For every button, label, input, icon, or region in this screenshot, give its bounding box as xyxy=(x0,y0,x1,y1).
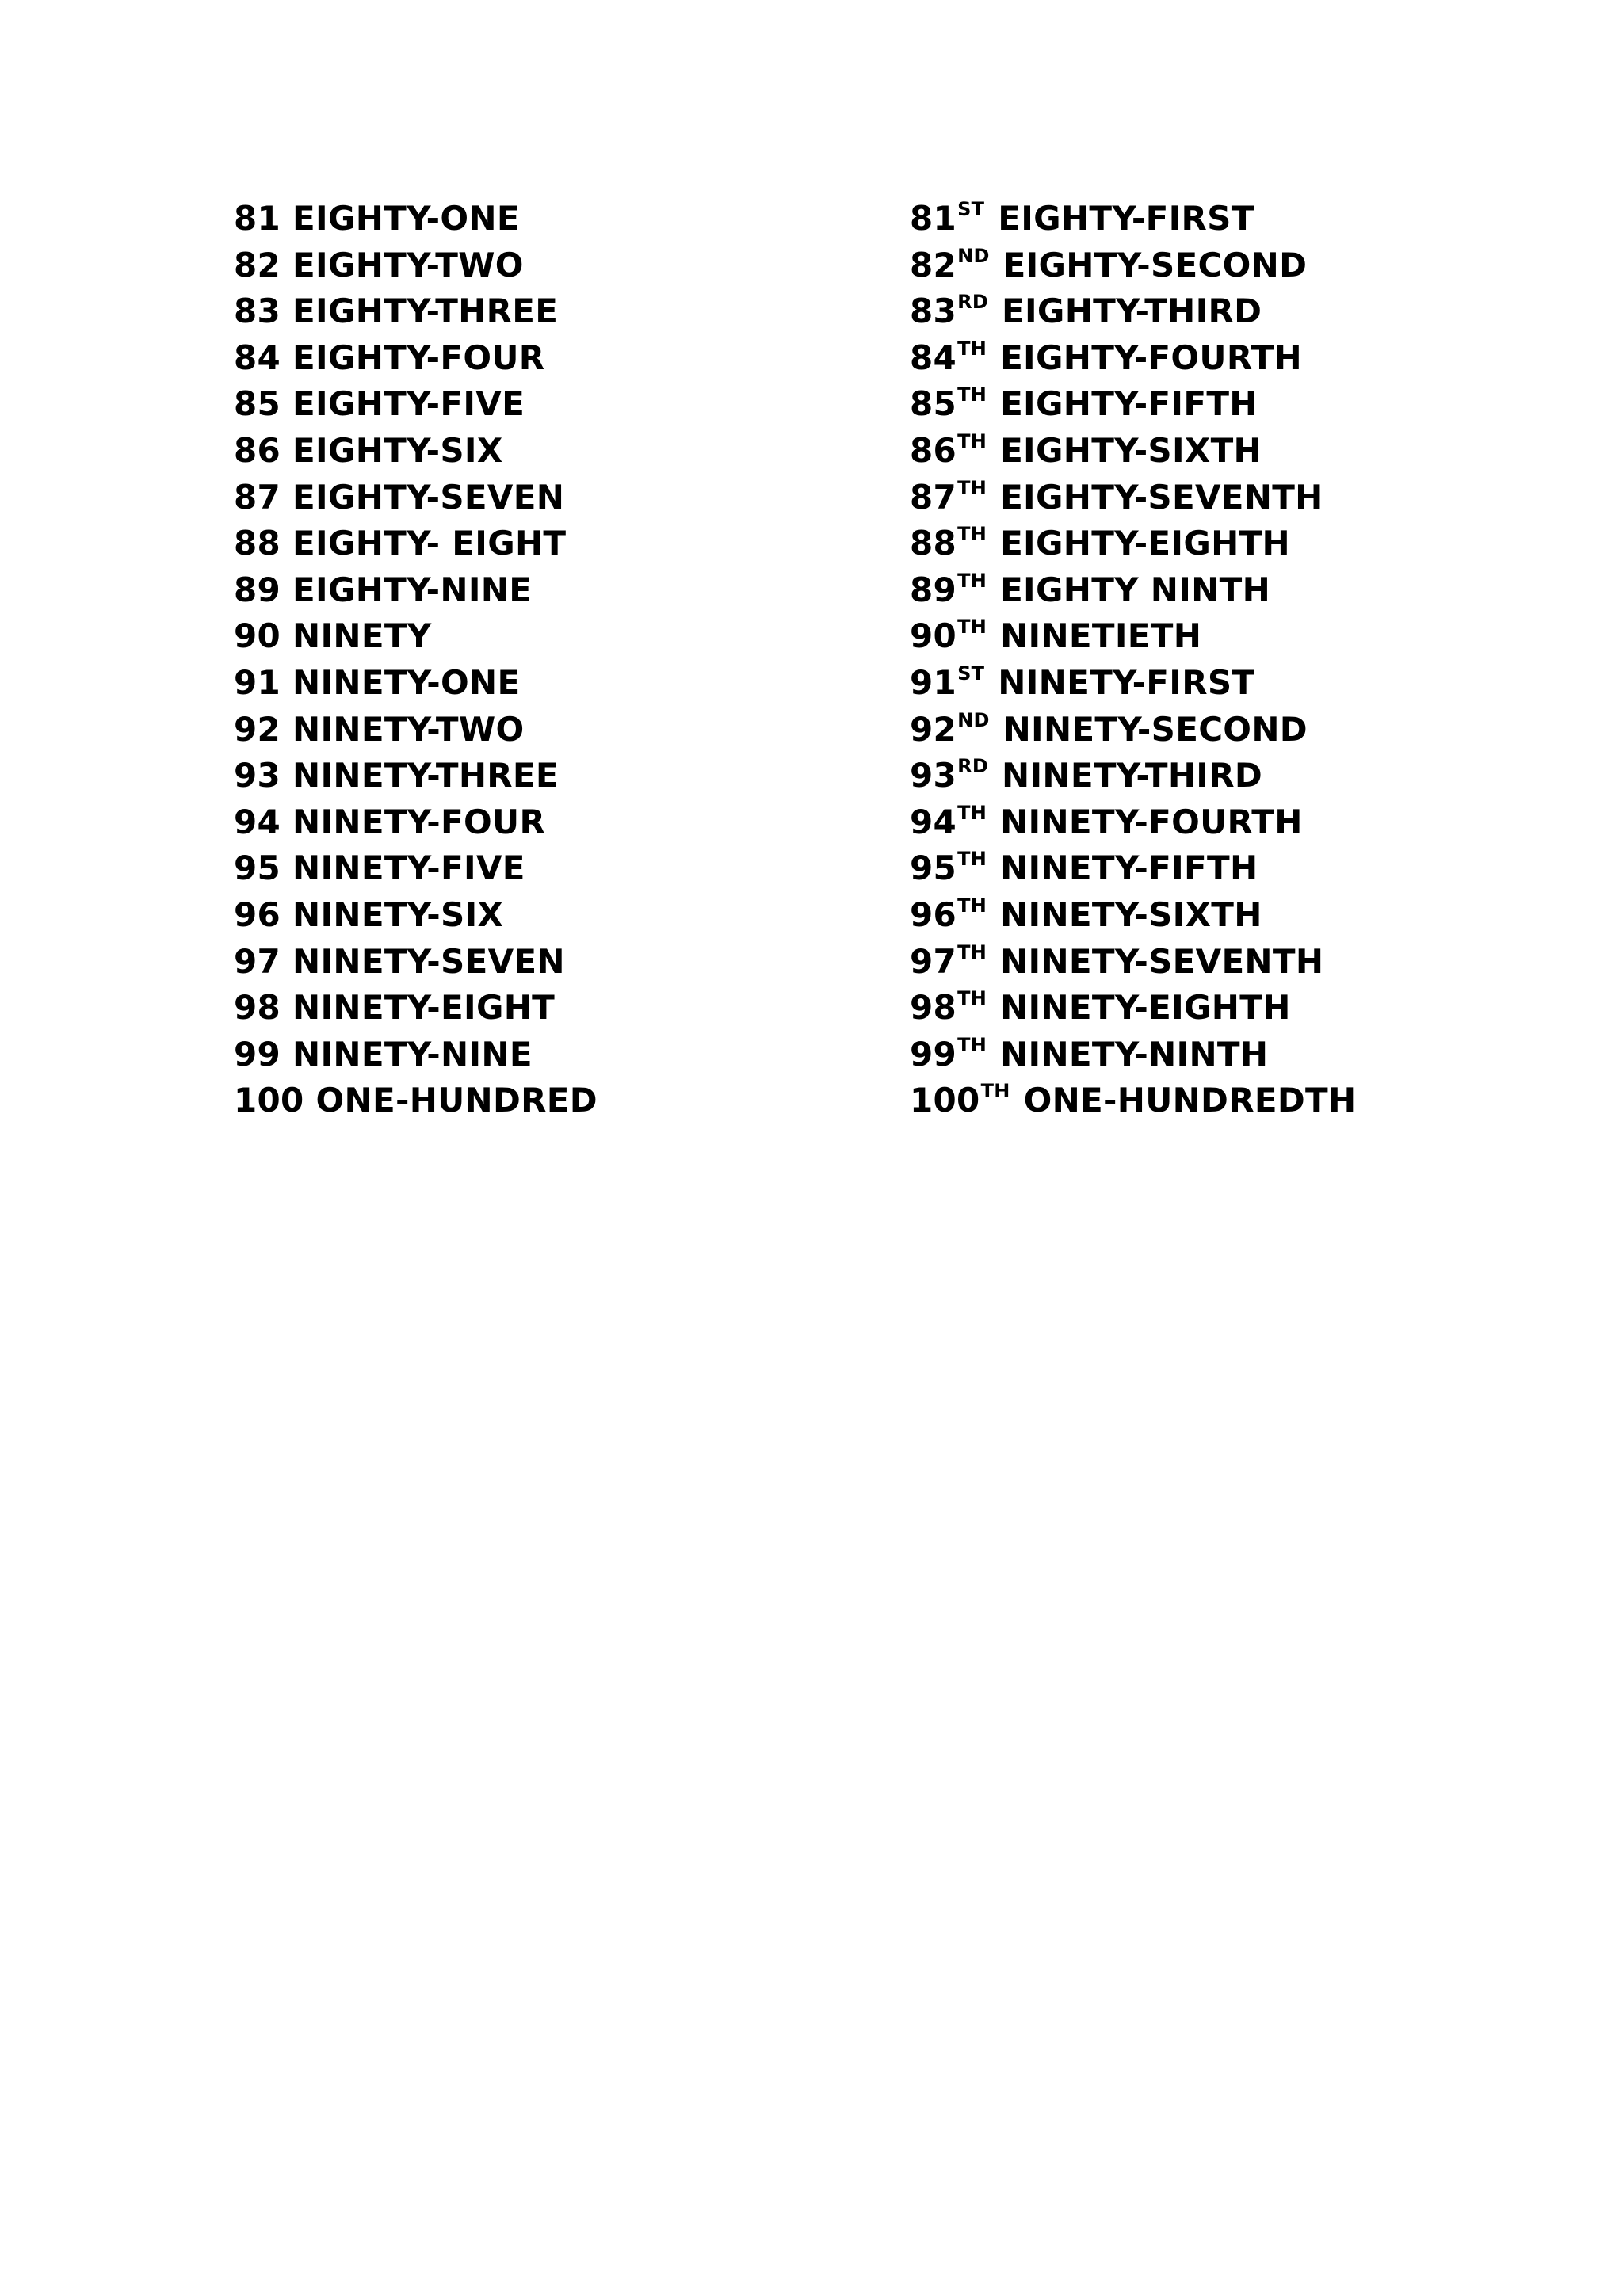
cardinal-row xyxy=(234,567,884,614)
cardinal-word: EIGHTY- EIGHT xyxy=(292,524,567,563)
ordinal-row xyxy=(910,660,1512,707)
ordinal-number: 81 xyxy=(910,199,957,238)
ordinal-suffix: RD xyxy=(957,755,989,778)
ordinal-suffix: TH xyxy=(957,429,987,452)
ordinal-suffix: TH xyxy=(957,616,987,639)
ordinal-suffix: ST xyxy=(957,662,985,685)
ordinal-suffix: TH xyxy=(957,848,987,871)
ordinal-number: 90 xyxy=(910,616,957,656)
cardinal-number: 94 xyxy=(234,802,281,841)
cardinal-row xyxy=(234,335,884,382)
cardinal-word: NINETY-NINE xyxy=(292,1034,533,1074)
cardinal-number: 88 xyxy=(234,524,281,563)
cardinal-number: 92 xyxy=(234,709,281,749)
ordinal-row xyxy=(910,288,1512,335)
cardinal-row xyxy=(234,985,884,1032)
cardinal-row xyxy=(234,799,884,846)
cardinal-word: NINETY-THREE xyxy=(292,756,559,795)
ordinal-number: 94 xyxy=(910,802,957,841)
cardinal-number-list xyxy=(234,196,884,1124)
ordinal-number: 84 xyxy=(910,338,957,377)
cardinal-word: NINETY-FIVE xyxy=(292,849,525,888)
ordinal-number: 93 xyxy=(910,756,957,795)
ordinal-row xyxy=(910,381,1512,428)
ordinal-row xyxy=(910,985,1512,1032)
ordinal-number: 96 xyxy=(910,894,957,934)
ordinal-row xyxy=(910,845,1512,892)
ordinal-row xyxy=(910,892,1512,939)
cardinal-number: 83 xyxy=(234,292,281,331)
ordinal-number: 98 xyxy=(910,988,957,1028)
ordinal-word: NINETY-NINTH xyxy=(1000,1034,1269,1074)
ordinal-word: NINETY-THIRD xyxy=(1002,756,1263,795)
cardinal-row xyxy=(234,939,884,986)
cardinal-number: 99 xyxy=(234,1034,281,1074)
cardinal-word: NINETY-FOUR xyxy=(292,802,546,841)
cardinal-word: EIGHTY-TWO xyxy=(292,245,524,284)
ordinal-word: EIGHTY-FOURTH xyxy=(1000,338,1302,377)
cardinal-word: EIGHTY-THREE xyxy=(292,292,559,331)
ordinal-suffix: TH xyxy=(957,569,987,592)
ordinal-number: 91 xyxy=(910,662,957,702)
ordinal-number: 92 xyxy=(910,709,957,749)
ordinal-word: NINETY-FIFTH xyxy=(1000,849,1258,888)
cardinal-row xyxy=(234,892,884,939)
cardinal-row xyxy=(234,613,884,660)
cardinal-word: NINETY xyxy=(292,616,432,656)
cardinal-number: 89 xyxy=(234,570,281,609)
ordinal-row xyxy=(910,242,1512,289)
ordinal-suffix: TH xyxy=(957,940,987,963)
cardinal-number: 81 xyxy=(234,199,281,238)
ordinal-word: EIGHTY-FIFTH xyxy=(1000,384,1258,424)
cardinal-word: NINETY-SIX xyxy=(292,894,504,934)
ordinal-word: NINETY-SEVENTH xyxy=(1000,941,1324,981)
cardinal-row xyxy=(234,845,884,892)
cardinal-row xyxy=(234,660,884,707)
ordinal-number-list xyxy=(910,196,1512,1124)
cardinal-word: EIGHTY-SEVEN xyxy=(292,477,565,517)
cardinal-number: 93 xyxy=(234,756,281,795)
cardinal-word: EIGHTY-FOUR xyxy=(292,338,545,377)
ordinal-row xyxy=(910,335,1512,382)
cardinal-word: NINETY-TWO xyxy=(292,709,525,749)
ordinal-suffix: TH xyxy=(957,337,987,360)
ordinal-suffix: TH xyxy=(957,1033,987,1056)
ordinal-number: 100 xyxy=(910,1081,980,1120)
ordinal-row xyxy=(910,196,1512,242)
cardinal-row xyxy=(234,1077,884,1124)
cardinal-word: EIGHTY-ONE xyxy=(292,199,520,238)
ordinal-number: 87 xyxy=(910,477,957,517)
cardinal-word: EIGHTY-SIX xyxy=(292,430,503,470)
ordinal-suffix: ST xyxy=(957,198,985,220)
ordinal-word: NINETY-SIXTH xyxy=(1000,894,1262,934)
cardinal-word: EIGHTY-NINE xyxy=(292,570,533,609)
ordinal-number: 85 xyxy=(910,384,957,424)
ordinal-suffix: TH xyxy=(957,383,987,406)
ordinal-row xyxy=(910,428,1512,475)
ordinal-suffix: RD xyxy=(957,291,989,314)
cardinal-number: 85 xyxy=(234,384,281,424)
ordinal-word: EIGHTY-EIGHTH xyxy=(1000,524,1290,563)
ordinal-number: 86 xyxy=(910,430,957,470)
ordinal-word: NINETY-EIGHTH xyxy=(1000,988,1291,1028)
cardinal-number: 95 xyxy=(234,849,281,888)
ordinal-word: NINETIETH xyxy=(1000,616,1202,656)
ordinal-word: NINETY-FOURTH xyxy=(1000,802,1303,841)
ordinal-row xyxy=(910,567,1512,614)
ordinal-row xyxy=(910,1032,1512,1078)
cardinal-word: EIGHTY-FIVE xyxy=(292,384,525,424)
ordinal-row xyxy=(910,707,1512,753)
ordinal-row xyxy=(910,753,1512,799)
ordinal-suffix: TH xyxy=(957,987,987,1010)
ordinal-word: EIGHTY-SECOND xyxy=(1002,245,1308,284)
ordinal-number: 88 xyxy=(910,524,957,563)
ordinal-word: EIGHTY-SIXTH xyxy=(1000,430,1262,470)
ordinal-word: NINETY-SECOND xyxy=(1002,709,1308,749)
cardinal-number: 86 xyxy=(234,430,281,470)
ordinal-word: EIGHTY-FIRST xyxy=(998,199,1254,238)
ordinal-number: 89 xyxy=(910,570,957,609)
cardinal-number: 90 xyxy=(234,616,281,656)
ordinal-suffix: TH xyxy=(957,801,987,824)
ordinal-word: EIGHTY NINTH xyxy=(1000,570,1271,609)
cardinal-word: NINETY-EIGHT xyxy=(292,988,556,1028)
cardinal-number: 84 xyxy=(234,338,281,377)
cardinal-number: 82 xyxy=(234,245,281,284)
cardinal-number: 98 xyxy=(234,988,281,1028)
cardinal-row xyxy=(234,428,884,475)
ordinal-suffix: ND xyxy=(957,708,990,731)
ordinal-word: ONE-HUNDREDTH xyxy=(1023,1081,1357,1120)
ordinal-number: 95 xyxy=(910,849,957,888)
cardinal-row xyxy=(234,753,884,799)
ordinal-number: 97 xyxy=(910,941,957,981)
ordinal-number: 83 xyxy=(910,292,957,331)
ordinal-row xyxy=(910,799,1512,846)
ordinal-word: EIGHTY-THIRD xyxy=(1002,292,1262,331)
ordinal-row xyxy=(910,613,1512,660)
ordinal-suffix: TH xyxy=(957,476,987,499)
ordinal-suffix: TH xyxy=(957,523,987,546)
cardinal-number: 96 xyxy=(234,894,281,934)
cardinal-row xyxy=(234,381,884,428)
ordinal-word: EIGHTY-SEVENTH xyxy=(1000,477,1323,517)
cardinal-row xyxy=(234,475,884,521)
cardinal-row xyxy=(234,521,884,567)
ordinal-suffix: ND xyxy=(957,244,990,267)
cardinal-row xyxy=(234,1032,884,1078)
cardinal-row xyxy=(234,288,884,335)
ordinal-row xyxy=(910,475,1512,521)
cardinal-row xyxy=(234,196,884,242)
ordinal-suffix: TH xyxy=(980,1080,1010,1103)
cardinal-word: ONE-HUNDRED xyxy=(315,1081,598,1120)
cardinal-word: NINETY-SEVEN xyxy=(292,941,565,981)
ordinal-row xyxy=(910,521,1512,567)
cardinal-number: 97 xyxy=(234,941,281,981)
cardinal-row xyxy=(234,707,884,753)
cardinal-number: 87 xyxy=(234,477,281,517)
cardinal-number: 91 xyxy=(234,662,281,702)
ordinal-row xyxy=(910,939,1512,986)
cardinal-row xyxy=(234,242,884,289)
cardinal-word: NINETY-ONE xyxy=(292,662,521,702)
ordinal-number: 82 xyxy=(910,245,957,284)
ordinal-suffix: TH xyxy=(957,894,987,917)
ordinal-word: NINETY-FIRST xyxy=(998,662,1255,702)
ordinal-number: 99 xyxy=(910,1034,957,1074)
cardinal-number: 100 xyxy=(234,1081,304,1120)
ordinal-row xyxy=(910,1077,1512,1124)
